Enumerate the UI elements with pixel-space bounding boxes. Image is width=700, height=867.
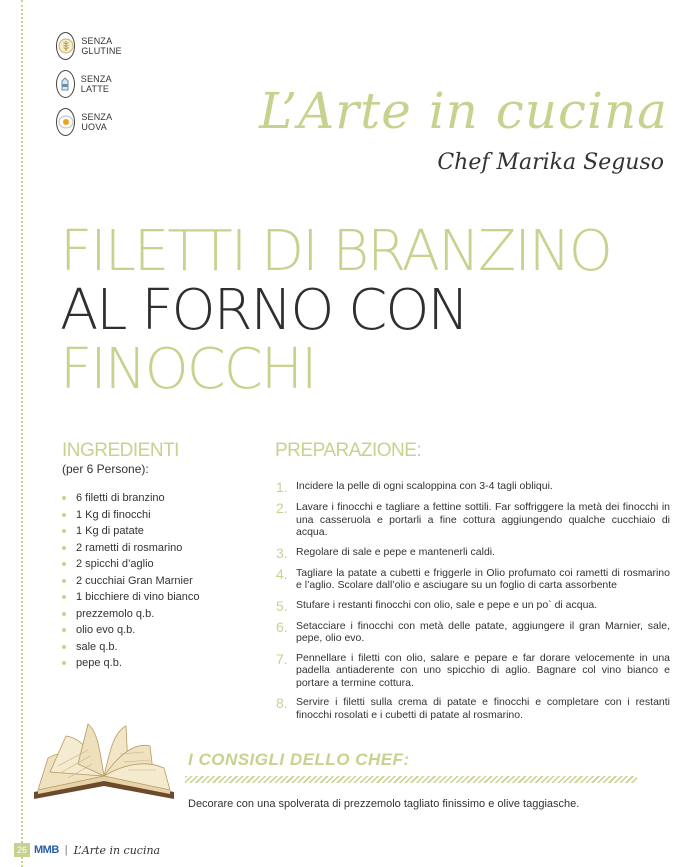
ingredient-text: prezzemolo q.b. [76, 607, 155, 620]
step-text: Regolare di sale e pepe e mantenerli caldi. [296, 545, 496, 558]
preparation-step [276, 620, 670, 645]
bullet-icon [62, 645, 66, 649]
ingredient-text: pepe q.b. [76, 657, 122, 670]
step-text: Lavare i finocchi e tagliare a fettine sottili. Far soffriggere la metà dei finocchi in una casseruola e portarli a fine cottura aggiungendo qualche cucchiaio di acqua. [296, 501, 670, 538]
ingredient-text: sale q.b. [76, 640, 118, 653]
preparation-step [276, 546, 670, 560]
step-text: Servire i filetti sulla crema di patate e finocchi e completare con i restanti finocchi rosolati e i cubetti di patate al rosmarino. [296, 696, 670, 721]
ingredient-text: 1 Kg di patate [76, 525, 144, 538]
step-text: Tagliare la patate a cubetti e friggerle in Olio profumato coi rametti di rosmarino e l’aglio. Scolare dall’olio e asciugare su un foglio di carta assorbente [296, 566, 670, 591]
open-book-icon [28, 720, 180, 806]
preparation-step [276, 501, 670, 539]
preparation-heading: PREPARAZIONE: [275, 440, 422, 461]
step-number: 6. [276, 618, 288, 635]
bullet-icon [62, 546, 66, 550]
ingredient-text: 6 filetti di branzino [76, 492, 165, 505]
preparation-steps [276, 480, 670, 728]
step-number: 7. [276, 650, 288, 667]
bullet-icon [62, 513, 66, 517]
chef-signature: Chef Marika Seguso [437, 150, 664, 175]
step-number: 8. [276, 695, 288, 711]
ingredient-item [62, 639, 200, 656]
ingredient-item [62, 490, 200, 507]
step-number: 2. [276, 500, 288, 516]
badge-egg-free [56, 108, 121, 136]
recipe-title-line1: FILETTI DI BRANZINO [60, 219, 611, 284]
preparation-step [276, 567, 670, 592]
preparation-step [276, 652, 670, 690]
magazine-logo: MMB [34, 844, 59, 856]
chef-tips-heading: I CONSIGLI DELLO CHEF: [188, 750, 410, 769]
milk-carton-icon [56, 70, 75, 98]
ingredient-text: 2 cucchiai Gran Marnier [76, 574, 193, 587]
recipe-title-line3: FINOCCHI [60, 337, 316, 402]
ingredient-text: 2 spicchi d’aglio [76, 558, 154, 571]
step-number: 3. [276, 544, 288, 561]
ingredient-item [62, 556, 200, 573]
page-number: 26 [14, 843, 30, 857]
step-number: 1. [276, 479, 288, 495]
brand-title: L’Arte in cucina [259, 82, 668, 140]
ingredient-item [62, 606, 200, 623]
step-text: Setacciare i finocchi con metà delle patate, aggiungere il gran Marnier, sale, pepe, olio evo. [296, 619, 670, 644]
ingredient-item [62, 507, 200, 524]
preparation-step [276, 480, 670, 494]
ingredient-text: 1 bicchiere di vino bianco [76, 591, 200, 604]
dotted-margin-line [21, 0, 23, 867]
footer-separator: | [64, 844, 68, 856]
bullet-icon [62, 628, 66, 632]
ingredient-item [62, 622, 200, 639]
step-text: Pennellare i filetti con olio, salare e pepare e far dorare velocemente in una padella antiaderente con uno spicchio di aglio. Bagnare col vino bianco e portare a termine cottura. [296, 651, 670, 689]
bullet-icon [62, 595, 66, 599]
recipe-title [60, 219, 611, 402]
badge-lactose-free [56, 70, 121, 98]
badge-lactose-free-label: SENZA LATTE [80, 74, 112, 94]
ingredient-text: 1 Kg di finocchi [76, 508, 151, 521]
fried-egg-icon [56, 108, 75, 136]
bullet-icon [62, 496, 66, 500]
ingredient-item [62, 573, 200, 590]
ingredient-text: olio evo q.b. [76, 624, 136, 637]
bullet-icon [62, 562, 66, 566]
preparation-step [276, 696, 670, 721]
badge-gluten-free-label: SENZA GLUTINE [81, 36, 122, 56]
badge-gluten-free [56, 32, 130, 60]
step-number: 4. [276, 565, 288, 582]
bullet-icon [62, 612, 66, 616]
step-text: Stufare i restanti finocchi con olio, sale e pepe e un po` di acqua. [296, 598, 598, 611]
wheat-icon [56, 32, 75, 60]
preparation-step [276, 599, 670, 613]
ingredient-item [62, 655, 200, 672]
chef-tips-text: Decorare con una spolverata di prezzemolo tagliato finissimo e olive taggiasche. [188, 798, 580, 810]
footer-section-title: L’Arte in cucina [73, 843, 161, 857]
ingredients-servings: (per 6 Persone): [62, 462, 149, 476]
ingredients-heading: INGREDIENTI [62, 440, 179, 461]
hatched-divider [185, 776, 637, 783]
ingredient-item [62, 523, 200, 540]
badge-egg-free-label: SENZA UOVA [81, 112, 112, 132]
bullet-icon [62, 661, 66, 665]
ingredients-list [62, 490, 200, 672]
step-text: Incidere la pelle di ogni scaloppina con 3-4 tagli obliqui. [296, 480, 553, 492]
ingredient-text: 2 rametti di rosmarino [76, 541, 183, 554]
recipe-title-line2: AL FORNO CON [60, 278, 468, 343]
ingredient-item [62, 589, 200, 606]
bullet-icon [62, 579, 66, 583]
page-footer [14, 843, 160, 857]
ingredient-item [62, 540, 200, 557]
step-number: 5. [276, 597, 288, 614]
bullet-icon [62, 529, 66, 533]
